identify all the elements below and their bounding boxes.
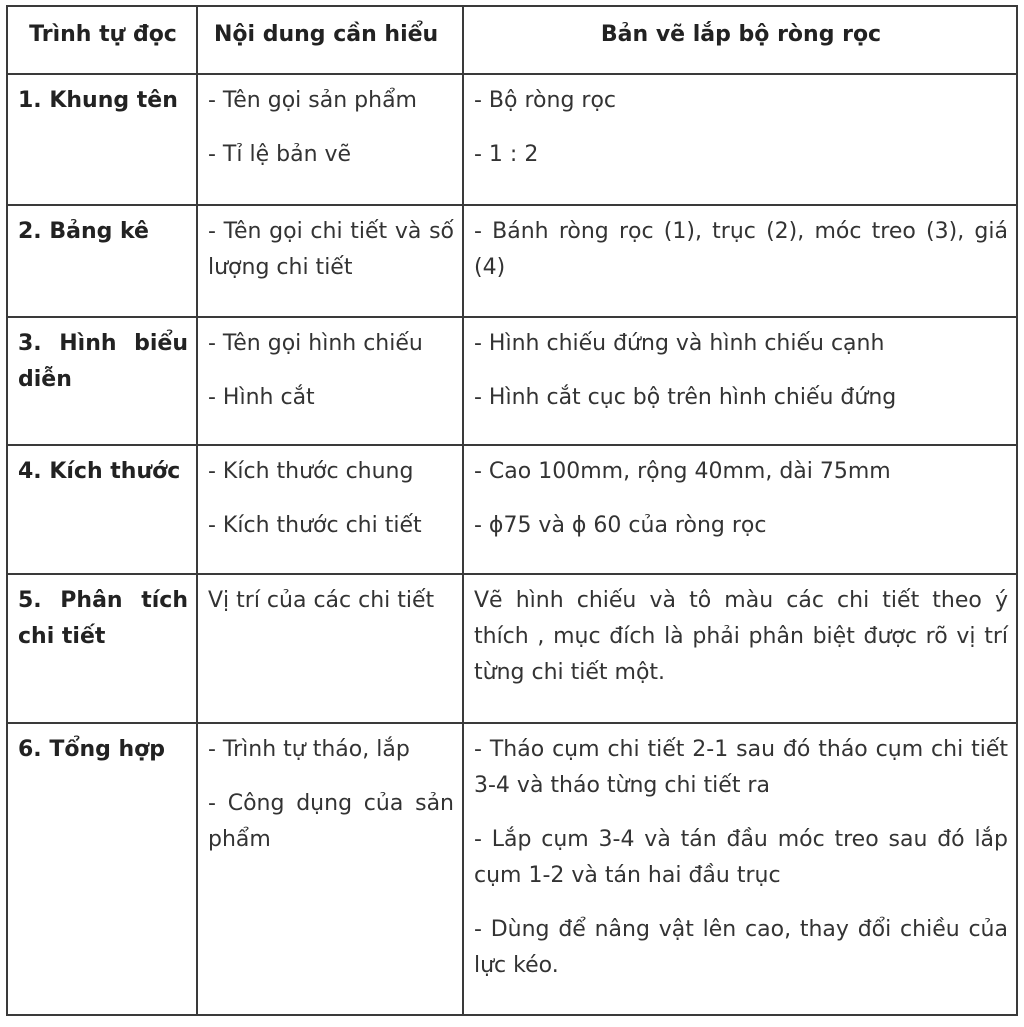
content-cell (197, 317, 463, 445)
step-label: 1. Khung tên (7, 74, 197, 205)
step-label: 2. Bảng kê (7, 205, 197, 317)
content-line: - Kích thước chung (208, 459, 414, 484)
step-label: 6. Tổng hợp (7, 723, 197, 1015)
content-cell (197, 74, 463, 205)
content-line: - Tên gọi hình chiếu (208, 331, 423, 356)
header-content: Nội dung cần hiểu (197, 6, 463, 74)
table-row (7, 723, 1017, 1015)
content-cell (197, 205, 463, 317)
content-line: - Tên gọi sản phẩm (208, 88, 417, 113)
detail-line: - Hình cắt cục bộ trên hình chiếu đứng (474, 385, 897, 410)
step-label: 3. Hình biểu diễn (7, 317, 197, 445)
detail-cell (463, 574, 1017, 723)
detail-line: - 1 : 2 (474, 142, 539, 167)
detail-cell (463, 74, 1017, 205)
content-line: - Hình cắt (208, 385, 315, 410)
step-label: 4. Kích thước (7, 445, 197, 574)
content-cell (197, 723, 463, 1015)
header-reading-order: Trình tự đọc (7, 6, 197, 74)
header-assembly-drawing: Bản vẽ lắp bộ ròng rọc (463, 6, 1017, 74)
detail-line: - ɸ75 và ɸ 60 của ròng rọc (474, 513, 767, 538)
detail-line: - Tháo cụm chi tiết 2-1 sau đó tháo cụm chi tiết 3-4 và tháo từng chi tiết ra (474, 737, 1008, 798)
detail-line: - Bộ ròng rọc (474, 88, 617, 113)
detail-line: - Dùng để nâng vật lên cao, thay đổi chiều của lực kéo. (474, 917, 1008, 978)
content-line: Vị trí của các chi tiết (208, 588, 435, 613)
detail-cell (463, 317, 1017, 445)
detail-line: - Bánh ròng rọc (1), trục (2), móc treo (3), giá (4) (474, 219, 1008, 280)
table-row (7, 574, 1017, 723)
detail-line: - Lắp cụm 3-4 và tán đầu móc treo sau đó lắp cụm 1-2 và tán hai đầu trục (474, 827, 1008, 888)
table-row (7, 317, 1017, 445)
content-line: - Kích thước chi tiết (208, 513, 422, 538)
detail-line: - Hình chiếu đứng và hình chiếu cạnh (474, 331, 885, 356)
content-cell (197, 445, 463, 574)
detail-cell (463, 445, 1017, 574)
reading-steps-table (6, 5, 1018, 1016)
content-cell (197, 574, 463, 723)
detail-cell (463, 723, 1017, 1015)
content-line: - Tên gọi chi tiết và số lượng chi tiết (208, 219, 454, 280)
step-label: 5. Phân tích chi tiết (7, 574, 197, 723)
content-line: - Trình tự tháo, lắp (208, 737, 410, 762)
header-row (7, 6, 1017, 74)
table-row (7, 74, 1017, 205)
table-row (7, 205, 1017, 317)
detail-line: Vẽ hình chiếu và tô màu các chi tiết theo ý thích , mục đích là phải phân biệt được rõ vị trí từng chi tiết một. (474, 588, 1008, 685)
content-line: - Công dụng của sản phẩm (208, 791, 454, 852)
content-line: - Tỉ lệ bản vẽ (208, 142, 352, 167)
detail-line: - Cao 100mm, rộng 40mm, dài 75mm (474, 459, 891, 484)
detail-cell (463, 205, 1017, 317)
table-row (7, 445, 1017, 574)
